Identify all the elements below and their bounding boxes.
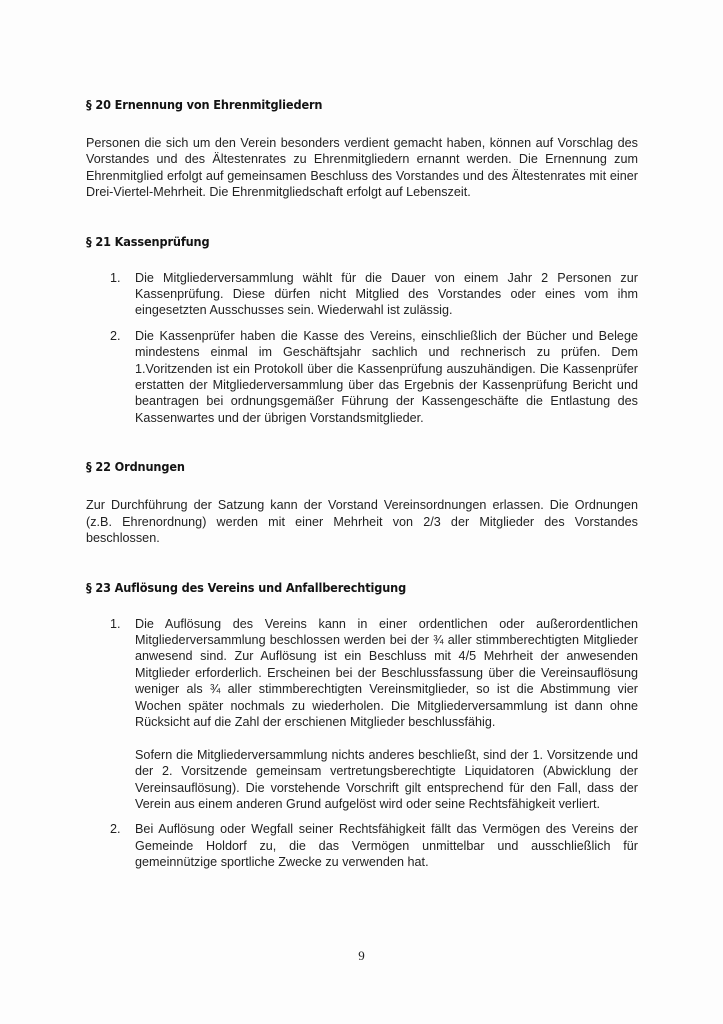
list-item-paragraph: Bei Auflösung oder Wegfall seiner Rechtsfähigkeit fällt das Vermögen des Vereins der Gemeinde Holdorf zu, die das Vermögen unmittelbar und ausschließlich für gemeinnützige sportliche Zwecke zu verwenden hat. — [135, 822, 638, 870]
spacer — [86, 250, 638, 270]
list-item-paragraph: Die Mitgliederversammlung wählt für die Dauer von einem Jahr 2 Personen zur Kassenprüfung. Diese dürfen nicht Mitglied des Vorstandes oder eines vom ihm eingesetzten Ausschusses sein. Wiederwahl ist zulässig. — [135, 270, 638, 318]
list-item-paragraph: Sofern die Mitgliederversammlung nichts anderes beschließt, sind der 1. Vorsitzende und der 2. Vorsitzende gemeinsam vertretungsberechtigte Liquidatoren (Abwicklung der Vereinsauflösung). Die vorstehende Vorschrift gilt entsprechend für den Fall, dass der Verein aus einem anderen Grund aufgelöst wird oder seine Rechtsfähigkeit verliert. — [135, 747, 638, 811]
list-item-marker: 2. — [110, 822, 121, 837]
list-item-body — [135, 270, 638, 319]
page-number: 9 — [358, 948, 365, 963]
spacer — [86, 113, 638, 135]
list-item-marker: 1. — [110, 270, 121, 285]
list-item-marker: 1. — [110, 616, 121, 631]
spacer — [86, 596, 638, 616]
list-item-body — [135, 616, 638, 813]
list-item — [86, 616, 638, 813]
spacer — [86, 319, 638, 328]
spacer — [86, 547, 638, 581]
spacer — [86, 201, 638, 235]
list-item-marker: 2. — [110, 328, 121, 343]
section-heading-paragraph-22: § 22 Ordnungen — [86, 460, 185, 475]
section-paragraph-22-text: Zur Durchführung der Satzung kann der Vorstand Vereinsordnungen erlassen. Die Ordnungen (z.B. Ehrenordnung) werden mit einer Mehrheit von 2/3 der Mitglieder des Vorstandes beschlossen. — [86, 498, 638, 546]
spacer — [86, 426, 638, 460]
section-paragraph-20-text: Personen die sich um den Verein besonders verdient gemacht haben, können auf Vorschlag des Vorstandes und des Ältestenrates zu Ehrenmitgliedern ernannt werden. Die Ernennung zum Ehrenmitglied erfolgt auf gemeinsamen Beschluss des Vorstandes und des Ältestenrates mit einer Drei-Viertel-Mehrheit. Die Ehrenmitgliedschaft erfolgt auf Lebenszeit. — [86, 136, 638, 200]
section-paragraph-21-list — [86, 270, 638, 427]
section-heading-paragraph-23: § 23 Auflösung des Vereins und Anfallberechtigung — [86, 580, 407, 595]
spacer — [86, 475, 638, 497]
list-item — [86, 328, 638, 426]
list-item — [86, 821, 638, 870]
section-heading-paragraph-21: § 21 Kassenprüfung — [86, 234, 210, 249]
list-item — [86, 270, 638, 319]
spacer — [86, 812, 638, 821]
section-heading-paragraph-20: § 20 Ernennung von Ehrenmitgliedern — [86, 98, 323, 112]
page-content — [86, 98, 638, 871]
list-item-paragraph: Die Kassenprüfer haben die Kasse des Vereins, einschließlich der Bücher und Belege mindestens einmal im Geschäftsjahr sachlich und rechnerisch zu prüfen. Dem 1.Voritzenden ist ein Protokoll über die Kassenprüfung auszuhändigen. Die Kassenprüfer erstatten der Mitgliederversammlung über das Ergebnis der Kassenprüfung Bericht und beantragen bei ordnungsgemäßer Führung der Kassengeschäfte die Entlastung des Kassenwartes und der übrigen Vorstandsmitglieder. — [135, 328, 638, 425]
section-paragraph-23-list — [86, 616, 638, 871]
list-item-body — [135, 821, 638, 870]
list-item-body — [135, 328, 638, 426]
list-item-paragraph: Die Auflösung des Vereins kann in einer ordentlichen oder außerordentlichen Mitgliederversammlung beschlossen werden bei der ¾ aller stimmberechtigten Mitglieder anwesend sind. Zur Auflösung ist ein Beschluss mit 4/5 Mehrheit der anwesenden Mitglieder erforderlich. Erscheinen bei der Beschlussfassung über die Vereinsauflösung weniger als ¾ aller stimmberechtigten Vereinsmitglieder, so ist die Abstimmung vier Wochen später nochmals zu wiederholen. Die Mitgliederversammlung ist dann ohne Rücksicht auf die Zahl der erschienen Mitglieder beschlussfähig. — [135, 616, 638, 729]
